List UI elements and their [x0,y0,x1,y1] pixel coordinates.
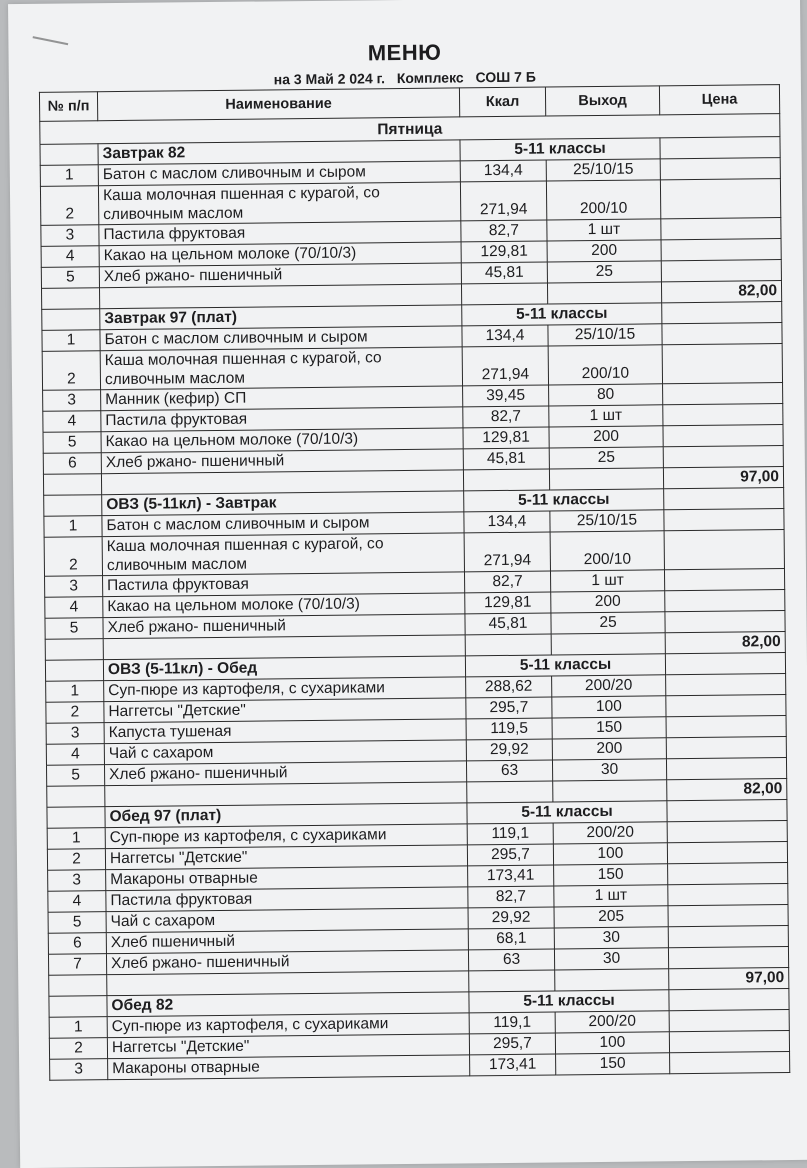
item-name: Какао на цельном молоке (70/10/3) [103,593,465,618]
item-price [666,674,786,696]
section-total-price: 82,00 [661,281,781,303]
item-yield: 200 [552,738,666,760]
item-kcal: 119,1 [469,1012,555,1034]
section-num-cell [49,996,107,1018]
total-num-cell [47,786,105,808]
item-yield: 150 [552,717,666,739]
item-number: 3 [41,225,99,247]
item-price [664,530,784,570]
item-kcal: 45,81 [463,448,549,470]
total-yield-cell [551,633,665,655]
item-name: Хлеб ржано- пшеничный [104,761,466,786]
item-number: 4 [41,246,99,268]
item-yield: 100 [555,1032,669,1054]
item-name: Хлеб ржано- пшеничный [103,614,465,639]
section-total-price: 82,00 [665,632,785,654]
item-name: Хлеб ржано- пшеничный [101,449,463,474]
item-name: Пастила фруктовая [101,407,463,432]
item-yield: 200/10 [550,531,664,571]
item-name: Каша молочная пшенная с курагой, со сливочным маслом [98,182,460,225]
item-number: 3 [48,870,106,892]
item-yield: 200 [547,240,661,262]
col-header-num: № п/п [39,92,97,122]
section-num-cell [44,495,102,517]
item-number: 1 [44,516,102,538]
item-yield: 200/10 [548,345,662,385]
item-kcal: 82,7 [468,886,554,908]
item-number: 7 [48,954,106,976]
item-price [666,716,786,738]
section-price-cell [662,302,782,324]
item-kcal: 295,7 [469,1033,555,1055]
item-yield: 1 шт [554,885,668,907]
item-name: Каша молочная пшенная с курагой, со сливочным маслом [100,347,462,390]
item-kcal: 45,81 [461,262,547,284]
section-total-price: 97,00 [669,968,789,990]
item-name: Манник (кефир) СП [101,386,463,411]
item-name: Хлеб ржано- пшеничный [99,263,461,288]
section-num-cell [40,144,98,166]
item-number: 2 [49,1038,107,1060]
total-num-cell [49,975,107,997]
item-name: Какао на цельном молоке (70/10/3) [99,242,461,267]
item-yield: 205 [554,906,668,928]
item-number: 3 [50,1059,108,1081]
item-price [664,569,784,591]
item-yield: 25 [551,612,665,634]
item-price [669,1031,789,1053]
item-name: Батон с маслом сливочным и сыром [102,512,464,537]
item-kcal: 173,41 [470,1054,556,1076]
item-number: 5 [45,618,103,640]
item-kcal: 271,94 [462,346,548,386]
section-title: Обед 82 [107,992,469,1017]
item-name: Хлеб пшеничный [106,929,468,954]
item-number: 1 [49,1017,107,1039]
item-yield: 200 [551,591,665,613]
item-number: 4 [48,891,106,913]
item-price [663,383,783,405]
item-yield: 200/20 [553,822,667,844]
item-yield: 30 [554,927,668,949]
section-num-cell [47,807,105,829]
item-price [660,158,780,180]
item-price [670,1052,790,1074]
item-name: Наггетсы "Детские" [107,1034,469,1059]
item-price [663,446,783,468]
item-price [668,863,788,885]
item-yield: 100 [553,843,667,865]
item-name: Пастила фруктовая [99,221,461,246]
item-yield: 200 [549,426,663,448]
item-number: 3 [43,390,101,412]
section-title: ОВЗ (5-11кл) - Завтрак [102,491,464,516]
item-kcal: 29,92 [468,907,554,929]
item-name: Чай с сахаром [106,908,468,933]
item-yield: 25/10/15 [548,324,662,346]
item-kcal: 63 [468,949,554,971]
item-yield: 80 [549,384,663,406]
menu-table [39,84,790,1081]
item-kcal: 134,4 [460,160,546,182]
col-header-kcal: Ккал [459,87,545,117]
section-classes: 5-11 классы [462,303,662,326]
item-number: 3 [45,576,103,598]
item-price [667,821,787,843]
section-num-cell [45,660,103,682]
item-kcal: 45,81 [465,613,551,635]
section-price-cell [665,653,785,675]
section-title: Завтрак 97 (плат) [100,305,462,330]
item-yield: 25 [547,261,661,283]
item-kcal: 63 [466,760,552,782]
item-price [668,884,788,906]
item-name: Макароны отварные [106,866,468,891]
section-title: Обед 97 (плат) [105,803,467,828]
section-classes: 5-11 классы [464,489,664,512]
item-number: 2 [40,186,98,226]
item-price [664,509,784,531]
item-name: Каша молочная пшенная с курагой, со сливочным маслом [102,533,464,576]
item-number: 2 [42,351,100,391]
item-number: 1 [40,165,98,187]
item-kcal: 82,7 [464,571,550,593]
item-number: 5 [46,765,104,787]
item-kcal: 134,4 [464,511,550,533]
menu-title: МЕНЮ [367,39,442,66]
total-yield-cell [553,780,667,802]
menu-sheet [8,0,807,1168]
item-name: Суп-пюре из картофеля, с сухариками [104,677,466,702]
total-kcal-cell [463,469,549,491]
item-price [668,926,788,948]
item-yield: 25/10/15 [546,159,660,181]
col-header-name: Наименование [97,88,459,121]
item-number: 6 [48,933,106,955]
col-header-yield: Выход [545,86,659,116]
total-yield-cell [549,468,663,490]
section-title: Завтрак 82 [98,140,460,165]
item-number: 2 [46,702,104,724]
item-number: 1 [42,330,100,352]
item-number: 4 [45,597,103,619]
item-yield: 1 шт [547,219,661,241]
item-name: Макароны отварные [108,1055,470,1080]
item-yield: 200/10 [546,180,660,220]
item-name: Пастила фруктовая [103,572,465,597]
item-yield: 150 [556,1053,670,1075]
school-name: СОШ 7 Б [475,68,536,86]
item-price [666,737,786,759]
item-kcal: 295,7 [466,697,552,719]
item-kcal: 271,94 [464,532,550,572]
item-price [662,323,782,345]
section-classes: 5-11 классы [465,654,665,677]
item-price [661,239,781,261]
item-name: Батон с маслом сливочным и сыром [100,326,462,351]
item-yield: 25/10/15 [550,510,664,532]
item-yield: 200/20 [555,1011,669,1033]
item-number: 5 [41,267,99,289]
item-name: Хлеб ржано- пшеничный [106,950,468,975]
item-price [668,947,788,969]
item-number: 1 [47,828,105,850]
item-name: Батон с маслом сливочным и сыром [98,161,460,186]
item-kcal: 173,41 [468,865,554,887]
item-name: Капуста тушеная [104,719,466,744]
item-name: Суп-пюре из картофеля, с сухариками [107,1013,469,1038]
item-name: Суп-пюре из картофеля, с сухариками [105,824,467,849]
item-kcal: 271,94 [460,181,546,221]
item-price [661,218,781,240]
section-total-price: 82,00 [667,779,787,801]
item-kcal: 29,92 [466,739,552,761]
item-price [660,179,780,219]
item-price [663,404,783,426]
section-num-cell [42,309,100,331]
col-header-price: Цена [659,85,779,115]
item-yield: 1 шт [550,570,664,592]
item-number: 4 [46,744,104,766]
day-label: Пятница [40,114,780,145]
item-price [665,590,785,612]
item-number: 5 [48,912,106,934]
section-price-cell [669,989,789,1011]
total-num-cell [41,288,99,310]
item-kcal: 119,1 [467,823,553,845]
item-number: 4 [43,411,101,433]
item-kcal: 129,81 [461,241,547,263]
item-number: 6 [43,453,101,475]
total-yield-cell [547,282,661,304]
item-number: 1 [46,681,104,703]
item-kcal: 129,81 [463,427,549,449]
item-price [663,425,783,447]
item-yield: 1 шт [549,405,663,427]
item-price [665,611,785,633]
item-kcal: 82,7 [463,406,549,428]
section-total-price: 97,00 [663,467,783,489]
item-yield: 25 [549,447,663,469]
section-price-cell [660,137,780,159]
item-kcal: 129,81 [465,592,551,614]
total-num-cell [45,639,103,661]
item-price [661,260,781,282]
item-number: 2 [44,537,102,577]
total-kcal-cell [461,283,547,305]
item-price [667,842,787,864]
item-name: Чай с сахаром [104,740,466,765]
item-kcal: 119,5 [466,718,552,740]
item-price [662,344,782,384]
item-yield: 30 [554,948,668,970]
total-kcal-cell [469,970,555,992]
total-yield-cell [555,969,669,991]
item-yield: 100 [552,696,666,718]
item-name: Пастила фруктовая [106,887,468,912]
menu-date: на 3 Май 2 024 г. [273,70,385,88]
item-price [669,1010,789,1032]
item-kcal: 68,1 [468,928,554,950]
item-kcal: 39,45 [463,385,549,407]
item-name: Наггетсы "Детские" [104,698,466,723]
section-classes: 5-11 классы [469,990,669,1013]
menu-body [40,114,790,1081]
section-classes: 5-11 классы [460,138,660,161]
item-number: 2 [47,849,105,871]
section-title: ОВЗ (5-11кл) - Обед [103,656,465,681]
total-kcal-cell [465,634,551,656]
total-kcal-cell [467,781,553,803]
item-yield: 200/20 [552,675,666,697]
section-price-cell [667,800,787,822]
section-price-cell [664,488,784,510]
item-yield: 150 [554,864,668,886]
section-classes: 5-11 классы [467,801,667,824]
item-kcal: 288,62 [466,676,552,698]
complex-label: Комплекс [396,69,464,87]
item-yield: 30 [552,759,666,781]
item-number: 5 [43,432,101,454]
item-price [666,758,786,780]
item-kcal: 82,7 [461,220,547,242]
item-price [666,695,786,717]
total-num-cell [43,474,101,496]
item-price [668,905,788,927]
item-number: 3 [46,723,104,745]
item-name: Наггетсы "Детские" [105,845,467,870]
item-kcal: 295,7 [467,844,553,866]
item-name: Какао на цельном молоке (70/10/3) [101,428,463,453]
item-kcal: 134,4 [462,325,548,347]
